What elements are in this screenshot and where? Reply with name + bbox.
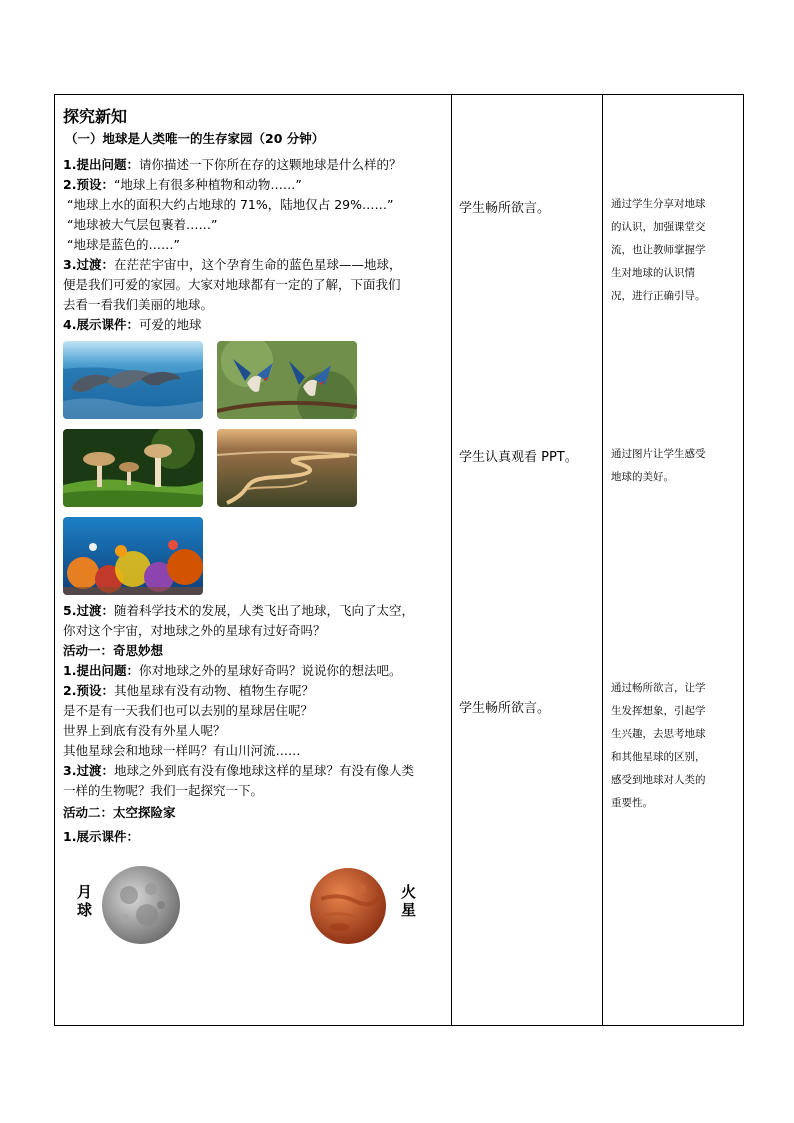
teaching-process-column: [63, 105, 447, 965]
question-line: 1.提出问题：你对地球之外的星球好奇吗？说说你的想法吧。: [63, 663, 402, 678]
transition-line: 去看一看我们美丽的地球。: [63, 297, 214, 312]
dolphins-photo: [63, 341, 203, 419]
show-line: 1.展示课件：: [63, 829, 139, 844]
mars-image: [309, 867, 387, 945]
moon-image: [101, 865, 181, 945]
birds-photo: [217, 341, 357, 419]
transition-line: 你对这个宇宙，对地球之外的星球有过好奇吗？: [63, 623, 326, 638]
mars-label: 火星: [401, 883, 417, 919]
preset-line: “地球上水的面积大约占地球的 71%，陆地仅占 29%……”: [67, 197, 394, 212]
lesson-table: [54, 94, 744, 1026]
earth-photo-grid: [63, 341, 447, 595]
preset-line: 世界上到底有没有外星人呢？: [63, 723, 226, 738]
coral-reef-photo: [63, 517, 203, 595]
transition-line: 一样的生物呢？我们一起探究一下。: [63, 783, 264, 798]
preset-line: 其他星球会和地球一样吗？有山川河流……: [63, 743, 301, 758]
design-intent-3: 通过畅所欲言，让学 生发挥想象，引起学 生兴趣，去思考地球 和其他星球的区别， 感受到地球对人类的 重要性。: [611, 682, 706, 809]
river-aerial-photo: [217, 429, 357, 507]
preset-line: “地球是蓝色的……”: [67, 237, 180, 252]
design-intent-2: 通过图片让学生感受 地球的美好。: [611, 448, 706, 483]
mushrooms-photo: [63, 429, 203, 507]
question-line: 1.提出问题：请你描述一下你所在存的这颗地球是什么样的？: [63, 157, 402, 172]
preset-line: 2.预设：“地球上有很多种植物和动物……”: [63, 177, 302, 192]
student-activity-1: 学生畅所欲言。: [459, 201, 551, 216]
student-activity-3: 学生畅所欲言。: [459, 701, 551, 716]
moon-label: 月球: [77, 883, 93, 919]
activity-title: 活动二：太空探险家: [63, 805, 176, 820]
preset-line: 是不是有一天我们也可以去别的星球居住呢？: [63, 703, 314, 718]
column-divider: [451, 95, 452, 1025]
student-activity-2: 学生认真观看 PPT。: [459, 450, 578, 465]
preset-line: “地球被大气层包裹着……”: [67, 217, 218, 232]
show-line: 4.展示课件：可爱的地球: [63, 317, 202, 332]
transition-line: 3.过渡：在茫茫宇宙中，这个孕育生命的蓝色星球——地球，: [63, 257, 402, 272]
transition-line: 3.过渡：地球之外到底有没有像地球这样的星球？有没有像人类: [63, 763, 414, 778]
planet-illustrations: [63, 865, 447, 965]
section-subheading: （一）地球是人类唯一的生存家园（20 分钟）: [65, 131, 325, 146]
column-divider: [602, 95, 603, 1025]
section-heading: 探究新知: [63, 107, 128, 126]
transition-line: 便是我们可爱的家园。大家对地球都有一定的了解，下面我们: [63, 277, 401, 292]
transition-line: 5.过渡：随着科学技术的发展，人类飞出了地球，飞向了太空，: [63, 603, 414, 618]
design-intent-1: 通过学生分享对地球 的认识，加强课堂交 流，也让教师掌握学 生对地球的认识情 况，进行正确引导。: [611, 198, 706, 302]
preset-line: 2.预设：其他星球有没有动物、植物生存呢？: [63, 683, 314, 698]
activity-title: 活动一：奇思妙想: [63, 643, 164, 658]
